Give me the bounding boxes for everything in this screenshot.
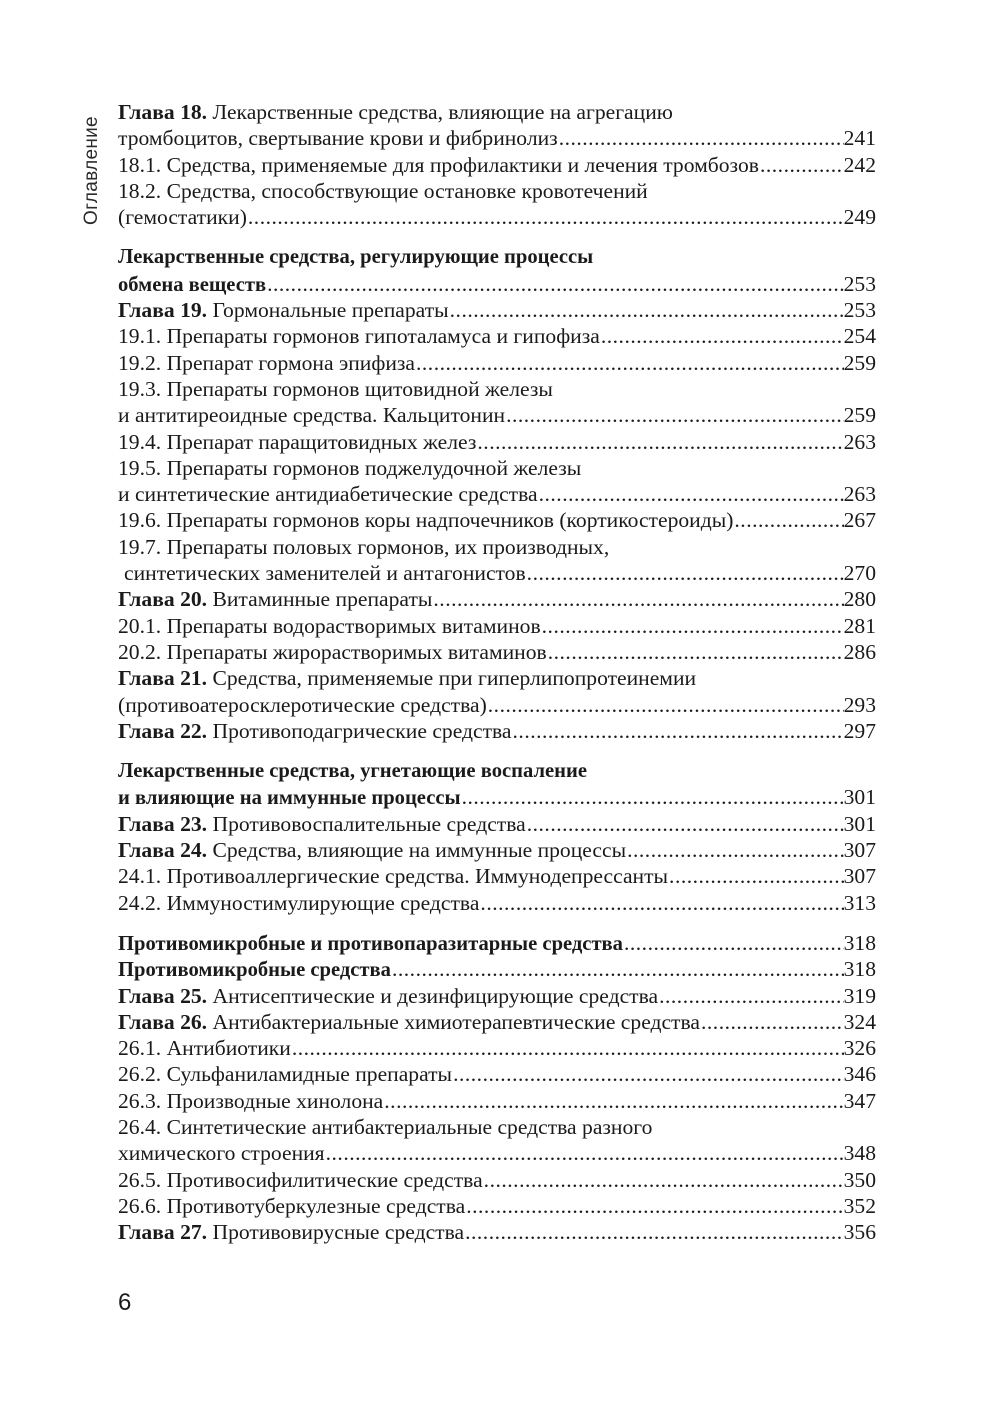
- toc-entry-26-3[interactable]: [118, 1088, 876, 1114]
- section-title: обмена веществ: [118, 273, 267, 296]
- entry-title: 18.1. Средства, применяемые для профилактики и лечения тромбозов: [118, 152, 759, 177]
- dot-leader: [291, 1035, 844, 1061]
- entry-title: 18.2. Средства, способствующие остановке кровотечений: [118, 178, 648, 203]
- dot-leader: [668, 863, 844, 889]
- page-ref: 297: [843, 718, 876, 743]
- page-ref: 249: [843, 205, 876, 230]
- dot-leader: [391, 956, 844, 982]
- toc-entry-19-5-title[interactable]: [118, 455, 876, 481]
- page-number: 6: [118, 1289, 132, 1316]
- entry-title: тромбоцитов, свертывание крови и фибринолиз: [118, 126, 558, 151]
- entry-title: 19.4. Препарат паращитовидных желез: [118, 429, 477, 454]
- entry-title: 26.6. Противотуберкулезные средства: [118, 1193, 466, 1218]
- dot-leader: [558, 125, 844, 151]
- dot-leader: [476, 429, 843, 455]
- entry-title: химического строения: [118, 1141, 325, 1166]
- toc-entry-26-6[interactable]: [118, 1193, 876, 1219]
- page-ref: 319: [843, 983, 876, 1008]
- chapter-label: Глава 20.: [118, 587, 208, 612]
- entry-title: 20.2. Препараты жирорастворимых витаминов: [118, 639, 547, 664]
- toc-entry-20-1[interactable]: [118, 613, 876, 639]
- chapter-title: Гормональные препараты: [207, 298, 449, 323]
- page-ref: 324: [843, 1009, 876, 1034]
- page-ref: 281: [843, 613, 876, 638]
- page-ref: 348: [843, 1141, 876, 1166]
- toc-entry-chapter-21[interactable]: [118, 692, 876, 718]
- dot-leader: [432, 586, 843, 612]
- chapter-label: Глава 25.: [118, 983, 208, 1008]
- chapter-title: Противовирусные средства: [207, 1220, 465, 1245]
- page-ref: 301: [843, 811, 876, 836]
- toc-entry-19-3-title[interactable]: [118, 376, 876, 402]
- toc-entry-chapter-22[interactable]: [118, 718, 876, 744]
- toc-entry-19-5[interactable]: [118, 481, 876, 507]
- page-ref: 241: [843, 126, 876, 151]
- chapter-label: Глава 19.: [118, 298, 208, 323]
- toc-section-inflammation[interactable]: [118, 784, 876, 810]
- toc-entry-19-3[interactable]: [118, 402, 876, 428]
- toc-entry-26-5[interactable]: [118, 1167, 876, 1193]
- dot-leader: [526, 560, 844, 586]
- dot-leader: [600, 323, 844, 349]
- dot-leader: [479, 890, 843, 916]
- entry-title: и антитиреоидные средства. Кальцитонин: [118, 403, 506, 428]
- entry-title: синтетических заменителей и антагонистов: [124, 561, 526, 586]
- toc-section-metabolism[interactable]: [118, 271, 876, 297]
- chapter-label: Глава 27.: [118, 1220, 208, 1245]
- dot-leader: [415, 350, 844, 376]
- toc-entry-19-4[interactable]: [118, 429, 876, 455]
- entry-title: 26.4. Синтетические антибактериальные средства разного: [118, 1114, 653, 1139]
- toc-entry-chapter-23[interactable]: [118, 811, 876, 837]
- page-ref: 307: [843, 864, 876, 889]
- page-ref: 350: [843, 1167, 876, 1192]
- entry-title: 19.7. Препараты половых гормонов, их производных,: [118, 534, 610, 559]
- chapter-title: Противовоспалительные средства: [207, 811, 526, 836]
- toc-entry-chapter-18[interactable]: [118, 125, 876, 151]
- entry-title: 19.3. Препараты гормонов щитовидной железы: [118, 376, 553, 401]
- chapter-label: Глава 23.: [118, 811, 208, 836]
- page-ref: 270: [843, 561, 876, 586]
- toc-entry-19-6[interactable]: [118, 507, 876, 533]
- entry-title: 26.5. Противосифилитические средства: [118, 1167, 483, 1192]
- page-ref: 318: [843, 957, 876, 982]
- page-ref: 326: [843, 1036, 876, 1061]
- toc-entry-24-1[interactable]: [118, 863, 876, 889]
- page-ref: 318: [843, 930, 876, 955]
- page-ref: 254: [843, 324, 876, 349]
- running-header: Оглавление: [81, 116, 102, 225]
- toc-entry-18-2[interactable]: [118, 204, 876, 230]
- entry-title: и синтетические антидиабетические средства: [118, 482, 538, 507]
- page-ref: 293: [843, 692, 876, 717]
- dot-leader: [464, 1219, 844, 1245]
- page-ref: 242: [843, 152, 876, 177]
- toc-entry-chapter-18-title[interactable]: [118, 99, 876, 125]
- dot-leader: [700, 1009, 844, 1035]
- toc-entry-chapter-27[interactable]: [118, 1219, 876, 1245]
- dot-leader: [266, 271, 844, 297]
- page-ref: 253: [843, 298, 876, 323]
- dot-leader: [483, 1167, 844, 1193]
- entry-title: 26.1. Антибиотики: [118, 1036, 291, 1061]
- section-title: Лекарственные средства, регулирующие процессы: [118, 246, 594, 269]
- chapter-title: Средства, применяемые при гиперлипопротеинемии: [207, 666, 697, 691]
- toc-section-antimicrobial-antiparasitic[interactable]: [118, 930, 876, 956]
- dot-leader: [325, 1140, 844, 1166]
- toc-entry-26-2[interactable]: [118, 1061, 876, 1087]
- chapter-title: Средства, влияющие на иммунные процессы: [207, 838, 627, 863]
- entry-title: 20.1. Препараты водорастворимых витаминов: [118, 613, 541, 638]
- dot-leader: [452, 1061, 844, 1087]
- toc-section-inflammation-title[interactable]: [118, 758, 876, 784]
- toc-entry-19-1[interactable]: [118, 323, 876, 349]
- page-ref: 352: [843, 1193, 876, 1218]
- toc-entry-19-7-title[interactable]: [118, 534, 876, 560]
- section-title: и влияющие на иммунные процессы: [118, 787, 461, 810]
- entry-title: 19.1. Препараты гормонов гипоталамуса и гипофиза: [118, 324, 600, 349]
- chapter-label: Глава 18.: [118, 100, 208, 124]
- dot-leader: [538, 481, 844, 507]
- entry-title: 19.6. Препараты гормонов коры надпочечников (кортикостероиды): [118, 508, 734, 533]
- page-ref: 263: [843, 482, 876, 507]
- page-ref: 286: [843, 639, 876, 664]
- toc-entry-18-2-title[interactable]: [118, 178, 876, 204]
- page-ref: 267: [843, 508, 876, 533]
- dot-leader: [505, 402, 844, 428]
- toc-entry-26-4[interactable]: [118, 1140, 876, 1166]
- page-ref: 263: [843, 429, 876, 454]
- page-ref: 280: [843, 587, 876, 612]
- entry-title: 24.1. Противоаллергические средства. Иммунодепрессанты: [118, 864, 669, 889]
- entry-title: 26.2. Сульфаниламидные препараты: [118, 1062, 453, 1087]
- dot-leader: [759, 152, 844, 178]
- section-title: Противомикробные средства: [118, 959, 391, 982]
- entry-title: (противоатеросклеротические средства): [118, 692, 487, 717]
- chapter-title: Противоподагрические средства: [207, 718, 512, 743]
- dot-leader: [461, 784, 844, 810]
- chapter-title: Витаминные препараты: [207, 587, 433, 612]
- chapter-title: Антисептические и дезинфицирующие средства: [207, 983, 659, 1008]
- page-ref: 307: [843, 838, 876, 863]
- toc-entry-26-4-title[interactable]: [118, 1114, 876, 1140]
- dot-leader: [547, 639, 844, 665]
- dot-leader: [487, 692, 844, 718]
- chapter-title: Антибактериальные химиотерапевтические средства: [207, 1009, 700, 1034]
- page-ref: 301: [843, 785, 876, 810]
- dot-leader: [512, 718, 844, 744]
- toc-entry-18-1[interactable]: [118, 152, 876, 178]
- dot-leader: [733, 507, 843, 533]
- dot-leader: [623, 930, 844, 956]
- dot-leader: [658, 983, 844, 1009]
- dot-leader: [383, 1088, 843, 1114]
- dot-leader: [247, 204, 844, 230]
- toc-entry-chapter-24[interactable]: [118, 837, 876, 863]
- section-title: Противомикробные и противопаразитарные средства: [118, 932, 623, 955]
- page-ref: 259: [843, 403, 876, 428]
- toc-entry-19-7[interactable]: [118, 560, 876, 586]
- toc-entry-24-2[interactable]: [118, 890, 876, 916]
- section-title: Лекарственные средства, угнетающие воспаление: [118, 760, 588, 783]
- page-ref: 313: [843, 890, 876, 915]
- dot-leader: [449, 297, 844, 323]
- toc-section-metabolism-title[interactable]: [118, 244, 876, 270]
- entry-title: (гемостатики): [118, 205, 247, 230]
- page-ref: 356: [843, 1220, 876, 1245]
- page-ref: 259: [843, 350, 876, 375]
- chapter-label: Глава 21.: [118, 666, 208, 691]
- table-of-contents: [118, 99, 876, 1245]
- entry-title: 19.5. Препараты гормонов поджелудочной железы: [118, 455, 582, 480]
- toc-entry-26-1[interactable]: [118, 1035, 876, 1061]
- dot-leader: [526, 811, 844, 837]
- toc-section-antimicrobial[interactable]: [118, 956, 876, 982]
- chapter-label: Глава 26.: [118, 1009, 208, 1034]
- toc-entry-chapter-21-title[interactable]: [118, 665, 876, 691]
- toc-entry-chapter-20[interactable]: [118, 586, 876, 612]
- toc-entry-20-2[interactable]: [118, 639, 876, 665]
- entry-title: 24.2. Иммуностимулирующие средства: [118, 890, 480, 915]
- entry-title: 26.3. Производные хинолона: [118, 1088, 384, 1113]
- chapter-label: Глава 24.: [118, 838, 208, 863]
- dot-leader: [541, 613, 844, 639]
- dot-leader: [465, 1193, 843, 1219]
- page-ref: 346: [843, 1062, 876, 1087]
- toc-entry-chapter-25[interactable]: [118, 983, 876, 1009]
- page-ref: 347: [843, 1088, 876, 1113]
- chapter-label: Глава 22.: [118, 718, 208, 743]
- page-ref: 253: [843, 271, 876, 296]
- dot-leader: [626, 837, 844, 863]
- toc-entry-chapter-19[interactable]: [118, 297, 876, 323]
- toc-entry-chapter-26[interactable]: [118, 1009, 876, 1035]
- chapter-title: Лекарственные средства, влияющие на агрегацию: [207, 100, 673, 124]
- toc-entry-19-2[interactable]: [118, 350, 876, 376]
- entry-title: 19.2. Препарат гормона эпифиза: [118, 350, 415, 375]
